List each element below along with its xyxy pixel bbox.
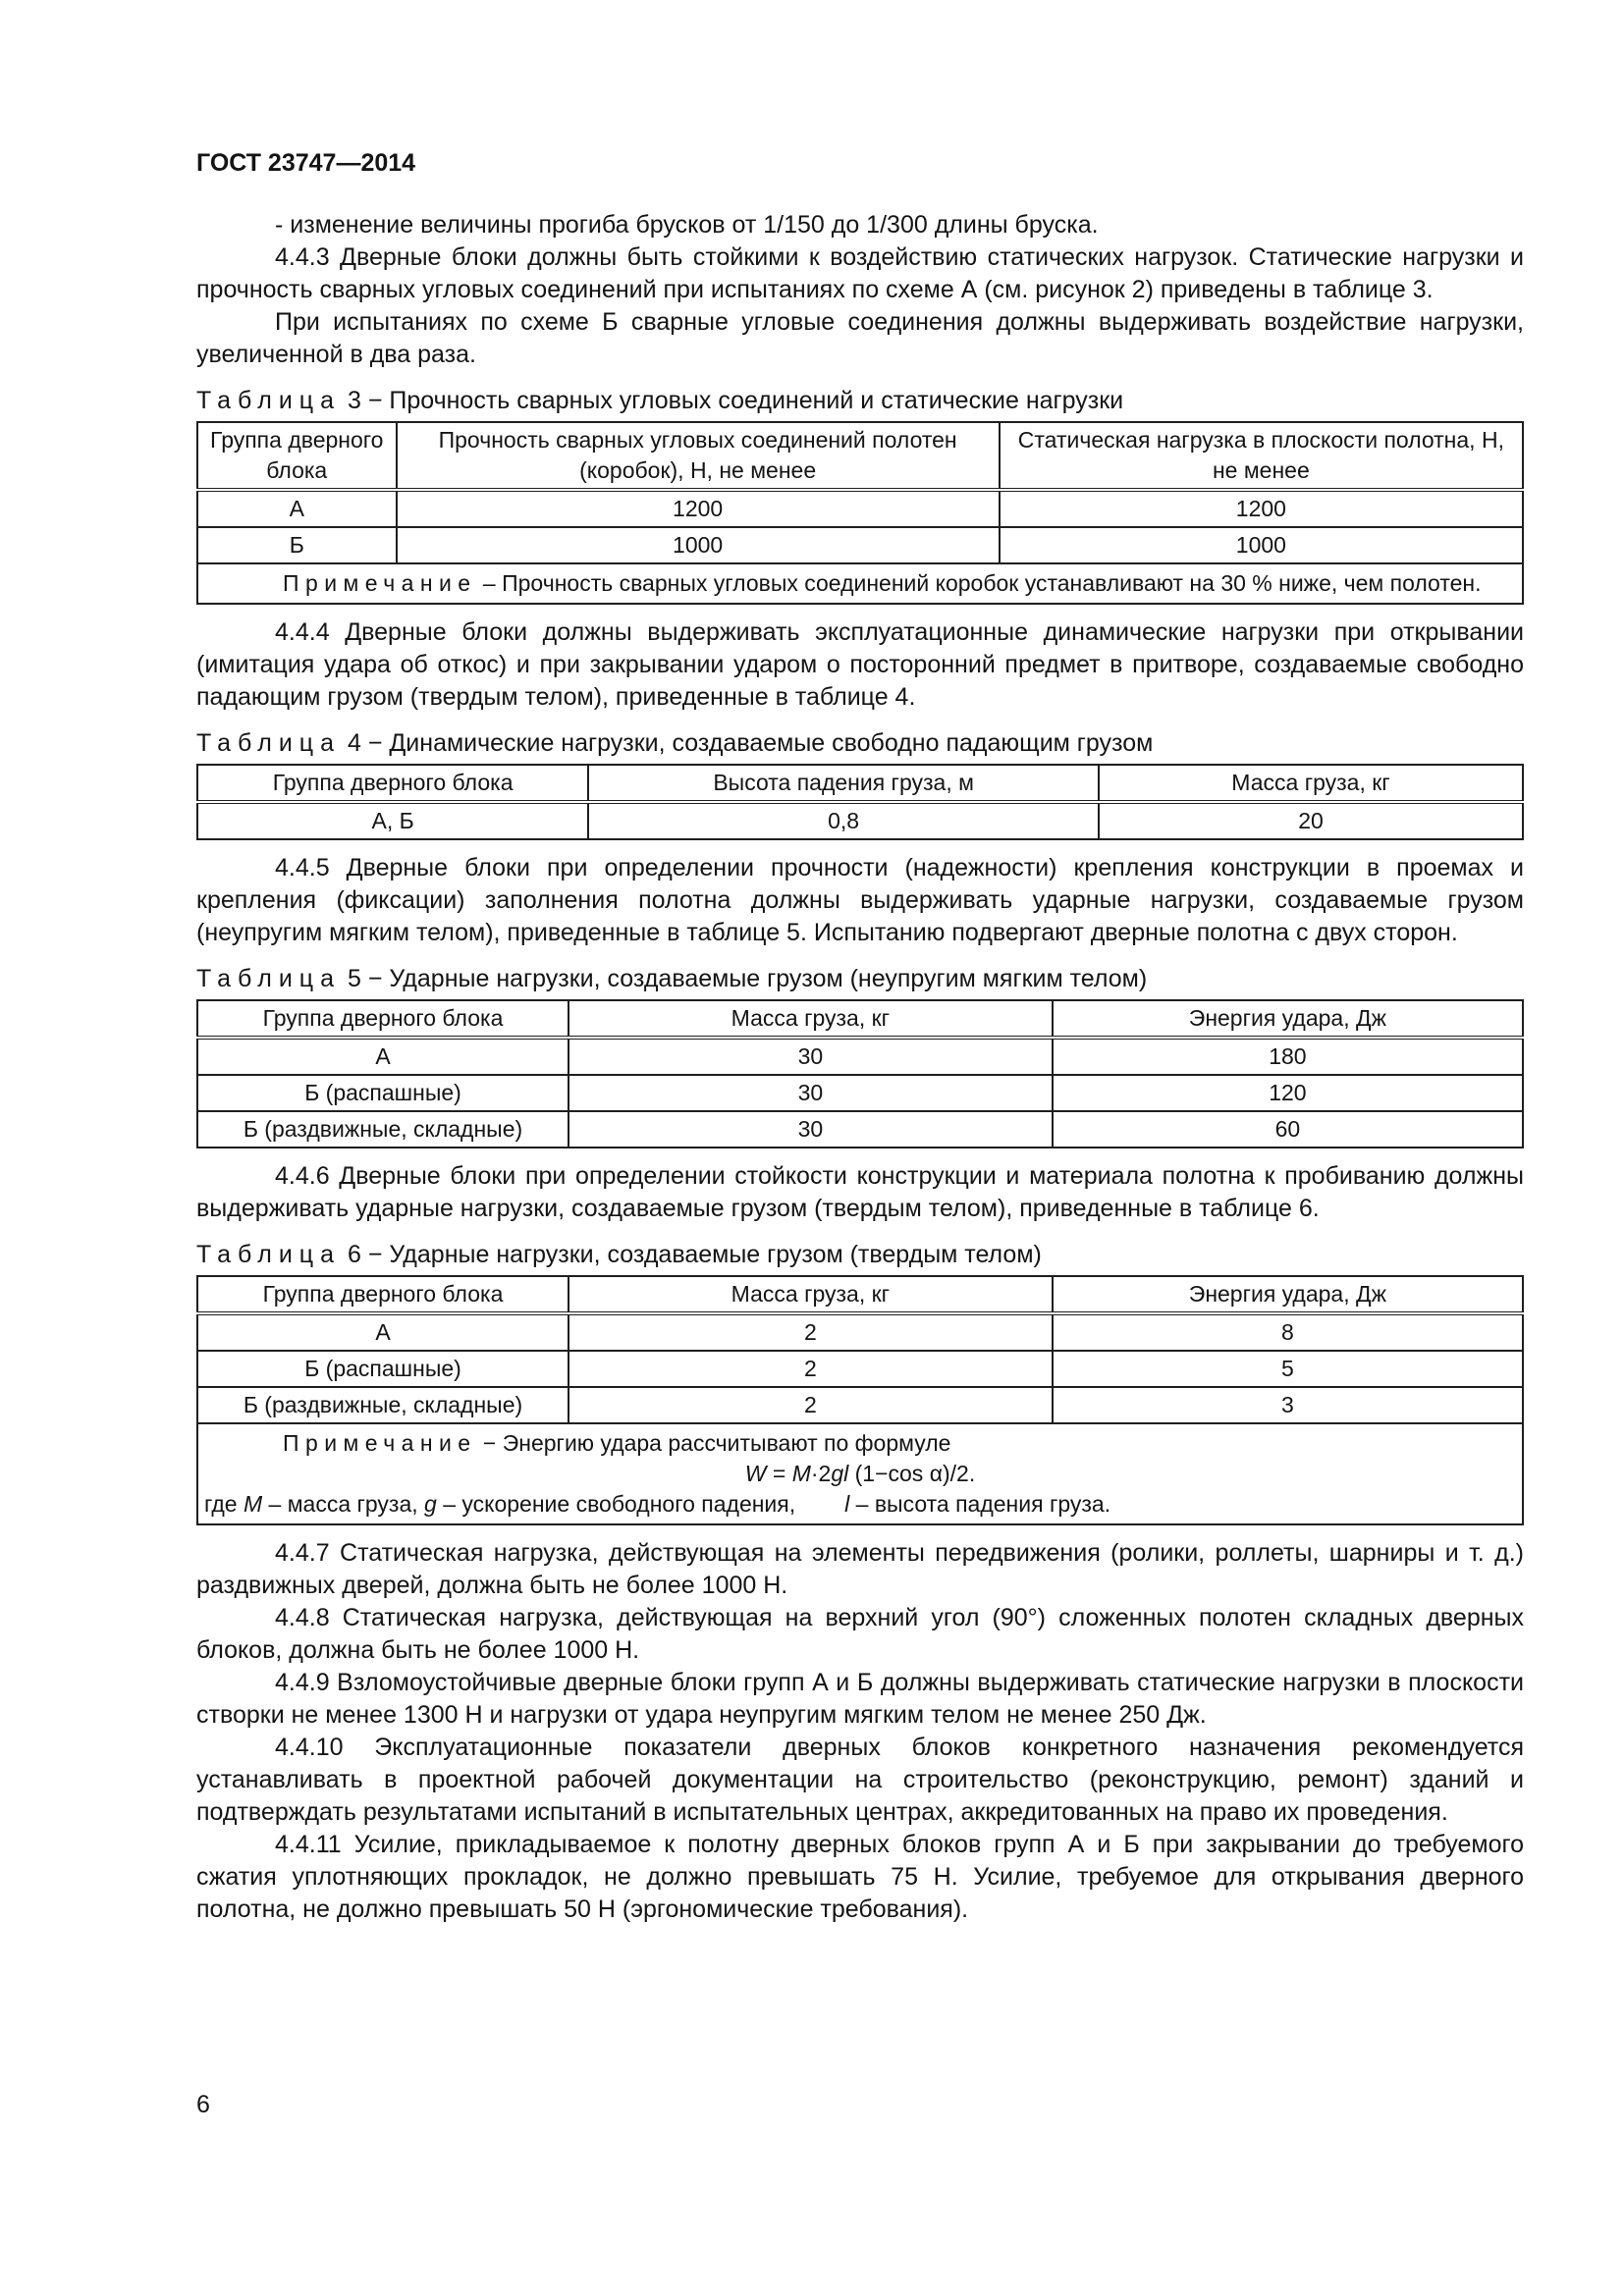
paragraph-4-4-5: 4.4.5 Дверные блоки при определении прочности (надежности) крепления конструкции в проемах и крепления (фиксации) заполнения полотна должны выдерживать ударные нагрузки, создаваемые грузом (неупругим мягким телом), приведенные в таблице 5. Испытанию подвергают дверные полотна с двух сторон.	[196, 854, 1524, 946]
table-cell: 1000	[397, 527, 1000, 563]
table-5	[196, 999, 1524, 1148]
paragraph-4-4-6: 4.4.6 Дверные блоки при определении стойкости конструкции и материала полотна к пробиванию должны выдерживать ударные нагрузки, создаваемые грузом (твердым телом), приведенные в таблице 6.	[196, 1162, 1524, 1222]
paragraph-deflection: - изменение величины прогиба брусков от 1/150 до 1/300 длины бруска.	[275, 211, 1099, 239]
table-cell: Б (распашные)	[197, 1351, 568, 1387]
table-row	[197, 802, 1523, 839]
formula	[204, 1459, 1516, 1489]
table-5-title: 5 − Ударные нагрузки, создаваемые грузом (неупругим мягким телом)	[341, 965, 1148, 992]
table-header-row	[197, 1000, 1523, 1038]
formula-mid: ·2	[810, 1461, 832, 1486]
table-cell: 1200	[1000, 490, 1523, 527]
paragraph-4-4-3: 4.4.3 Дверные блоки должны быть стойкими к воздействию статических нагрузок. Статические нагрузки и прочность сварных угловых соединений при испытаниях по схеме А (см. рисунок 2) приведены в таблице 3.	[196, 243, 1524, 303]
table-row	[197, 1313, 1523, 1351]
document-page	[196, 147, 1524, 1926]
paragraph-4-4-7: 4.4.7 Статическая нагрузка, действующая на элементы передвижения (ролики, роллеты, шарниры и т. д.) раздвижных дверей, должна быть не более 1000 Н.	[196, 1539, 1524, 1599]
document-header: ГОСТ 23747—2014	[196, 149, 416, 177]
table-word: Таблица	[196, 1241, 342, 1268]
table-row	[197, 1038, 1523, 1075]
legend-l: l	[844, 1491, 850, 1517]
table-cell: Б (распашные)	[197, 1075, 568, 1111]
table-note-row	[197, 1423, 1523, 1524]
table-header-cell: Группа дверного блока	[197, 765, 588, 802]
table-header-row	[197, 422, 1523, 490]
legend-m-desc: – масса груза,	[262, 1491, 425, 1517]
formula-tail: (1−cos α)/2.	[848, 1461, 976, 1486]
table-header-cell: Энергия удара, Дж	[1053, 1000, 1523, 1038]
table-cell: Б (раздвижные, складные)	[197, 1387, 568, 1423]
formula-eq: =	[766, 1461, 792, 1486]
table-cell: 2	[568, 1313, 1053, 1351]
note-word: Примечание	[283, 570, 477, 596]
table-cell: 1000	[1000, 527, 1523, 563]
table-header-cell: Высота падения груза, м	[588, 765, 1099, 802]
legend-m: M	[243, 1491, 263, 1517]
table-cell: 2	[568, 1351, 1053, 1387]
table-note	[197, 563, 1523, 604]
table-4-title: 4 − Динамические нагрузки, создаваемые свободно падающим грузом	[341, 729, 1154, 757]
table-note-row	[197, 563, 1523, 604]
legend-g-desc: – ускорение свободного падения,	[436, 1491, 796, 1517]
legend-pre: где	[204, 1491, 244, 1517]
paragraph-4-4-4: 4.4.4 Дверные блоки должны выдерживать эксплуатационные динамические нагрузки при открывании (имитация удара об откос) и при закрывании ударом о посторонний предмет в притворе, создаваемые свободно падающим грузом (твердым телом), приведенные в таблице 4.	[196, 618, 1524, 711]
table-3-title: 3 − Прочность сварных угловых соединений и статические нагрузки	[341, 387, 1124, 414]
table-header-cell: Группа дверного блока	[197, 1000, 568, 1038]
table-header-cell: Масса груза, кг	[1099, 765, 1523, 802]
table-row	[197, 1351, 1523, 1387]
table-cell: 180	[1053, 1038, 1523, 1075]
table-word: Таблица	[196, 729, 342, 757]
table-header-cell: Группа дверного блока	[197, 422, 397, 490]
legend-l-desc: – высота падения груза.	[849, 1491, 1111, 1517]
table-cell: А	[197, 1038, 568, 1075]
note-text: – Прочность сварных угловых соединений коробок устанавливают на 30 % ниже, чем полотен.	[476, 570, 1482, 596]
table-4-caption	[196, 727, 1524, 760]
table-cell: 5	[1053, 1351, 1523, 1387]
table-header-cell: Масса груза, кг	[568, 1000, 1053, 1038]
table-header-cell: Энергия удара, Дж	[1053, 1276, 1523, 1313]
table-cell: 0,8	[588, 802, 1099, 839]
paragraph-4-4-11: 4.4.11 Усилие, прикладываемое к полотну дверных блоков групп А и Б при закрывании до требуемого сжатия уплотняющих прокладок, не должно превышать 75 Н. Усилие, требуемое для открывания дверного полотна, не должно превышать 50 Н (эргономические требования).	[196, 1831, 1524, 1923]
formula-legend	[204, 1489, 1516, 1520]
note-text: − Энергию удара рассчитывают по формуле	[476, 1430, 951, 1456]
table-3-caption	[196, 385, 1524, 417]
table-header-cell: Прочность сварных угловых соединений полотен (коробок), Н, не менее	[397, 422, 1000, 490]
table-header-cell: Группа дверного блока	[197, 1276, 568, 1313]
table-cell: 8	[1053, 1313, 1523, 1351]
table-cell: 3	[1053, 1387, 1523, 1423]
note-line	[204, 1428, 1516, 1459]
table-cell: 60	[1053, 1111, 1523, 1148]
table-cell: А	[197, 1313, 568, 1351]
paragraph-4-4-3-b: При испытаниях по схеме Б сварные угловые соединения должны выдерживать воздействие нагрузки, увеличенной в два раза.	[196, 308, 1524, 368]
table-header-row	[197, 1276, 1523, 1313]
legend-g: g	[424, 1491, 437, 1517]
table-4	[196, 764, 1524, 840]
table-6-title: 6 − Ударные нагрузки, создаваемые грузом (твердым телом)	[341, 1241, 1042, 1268]
table-cell: А, Б	[197, 802, 588, 839]
table-cell: А	[197, 490, 397, 527]
table-3	[196, 421, 1524, 605]
table-cell: Б	[197, 527, 397, 563]
paragraph-4-4-8: 4.4.8 Статическая нагрузка, действующая на верхний угол (90°) сложенных полотен складных дверных блоков, должна быть не более 1000 Н.	[196, 1604, 1524, 1664]
table-note	[197, 1423, 1523, 1524]
formula-w: W	[744, 1461, 767, 1486]
table-6-caption	[196, 1239, 1524, 1271]
table-header-cell: Масса груза, кг	[568, 1276, 1053, 1313]
table-cell: 30	[568, 1075, 1053, 1111]
table-row	[197, 1111, 1523, 1148]
table-cell: 1200	[397, 490, 1000, 527]
table-header-row	[197, 765, 1523, 802]
table-cell: 120	[1053, 1075, 1523, 1111]
table-cell: 20	[1099, 802, 1523, 839]
table-6	[196, 1275, 1524, 1525]
table-row	[197, 527, 1523, 563]
page-number: 6	[196, 2091, 210, 2118]
table-header-cell: Статическая нагрузка в плоскости полотна, Н, не менее	[1000, 422, 1523, 490]
formula-m: M	[791, 1461, 811, 1486]
table-word: Таблица	[196, 387, 342, 414]
table-row	[197, 1075, 1523, 1111]
note-word: Примечание	[283, 1430, 477, 1456]
table-cell: 30	[568, 1111, 1053, 1148]
formula-gl: gl	[831, 1461, 849, 1486]
table-5-caption	[196, 963, 1524, 995]
table-row	[197, 490, 1523, 527]
paragraph-4-4-10: 4.4.10 Эксплуатационные показатели дверных блоков конкретного назначения рекомендуется устанавливать в проектной рабочей документации на строительство (реконструкцию, ремонт) зданий и подтверждать результатами испытаний в испытательных центрах, аккредитованных на право их проведения.	[196, 1734, 1524, 1826]
table-cell: 30	[568, 1038, 1053, 1075]
table-word: Таблица	[196, 965, 342, 992]
table-cell: Б (раздвижные, складные)	[197, 1111, 568, 1148]
table-row	[197, 1387, 1523, 1423]
table-cell: 2	[568, 1387, 1053, 1423]
paragraph-4-4-9: 4.4.9 Взломоустойчивые дверные блоки групп А и Б должны выдерживать статические нагрузки в плоскости створки не менее 1300 Н и нагрузки от удара неупругим мягким телом не менее 250 Дж.	[196, 1669, 1524, 1729]
